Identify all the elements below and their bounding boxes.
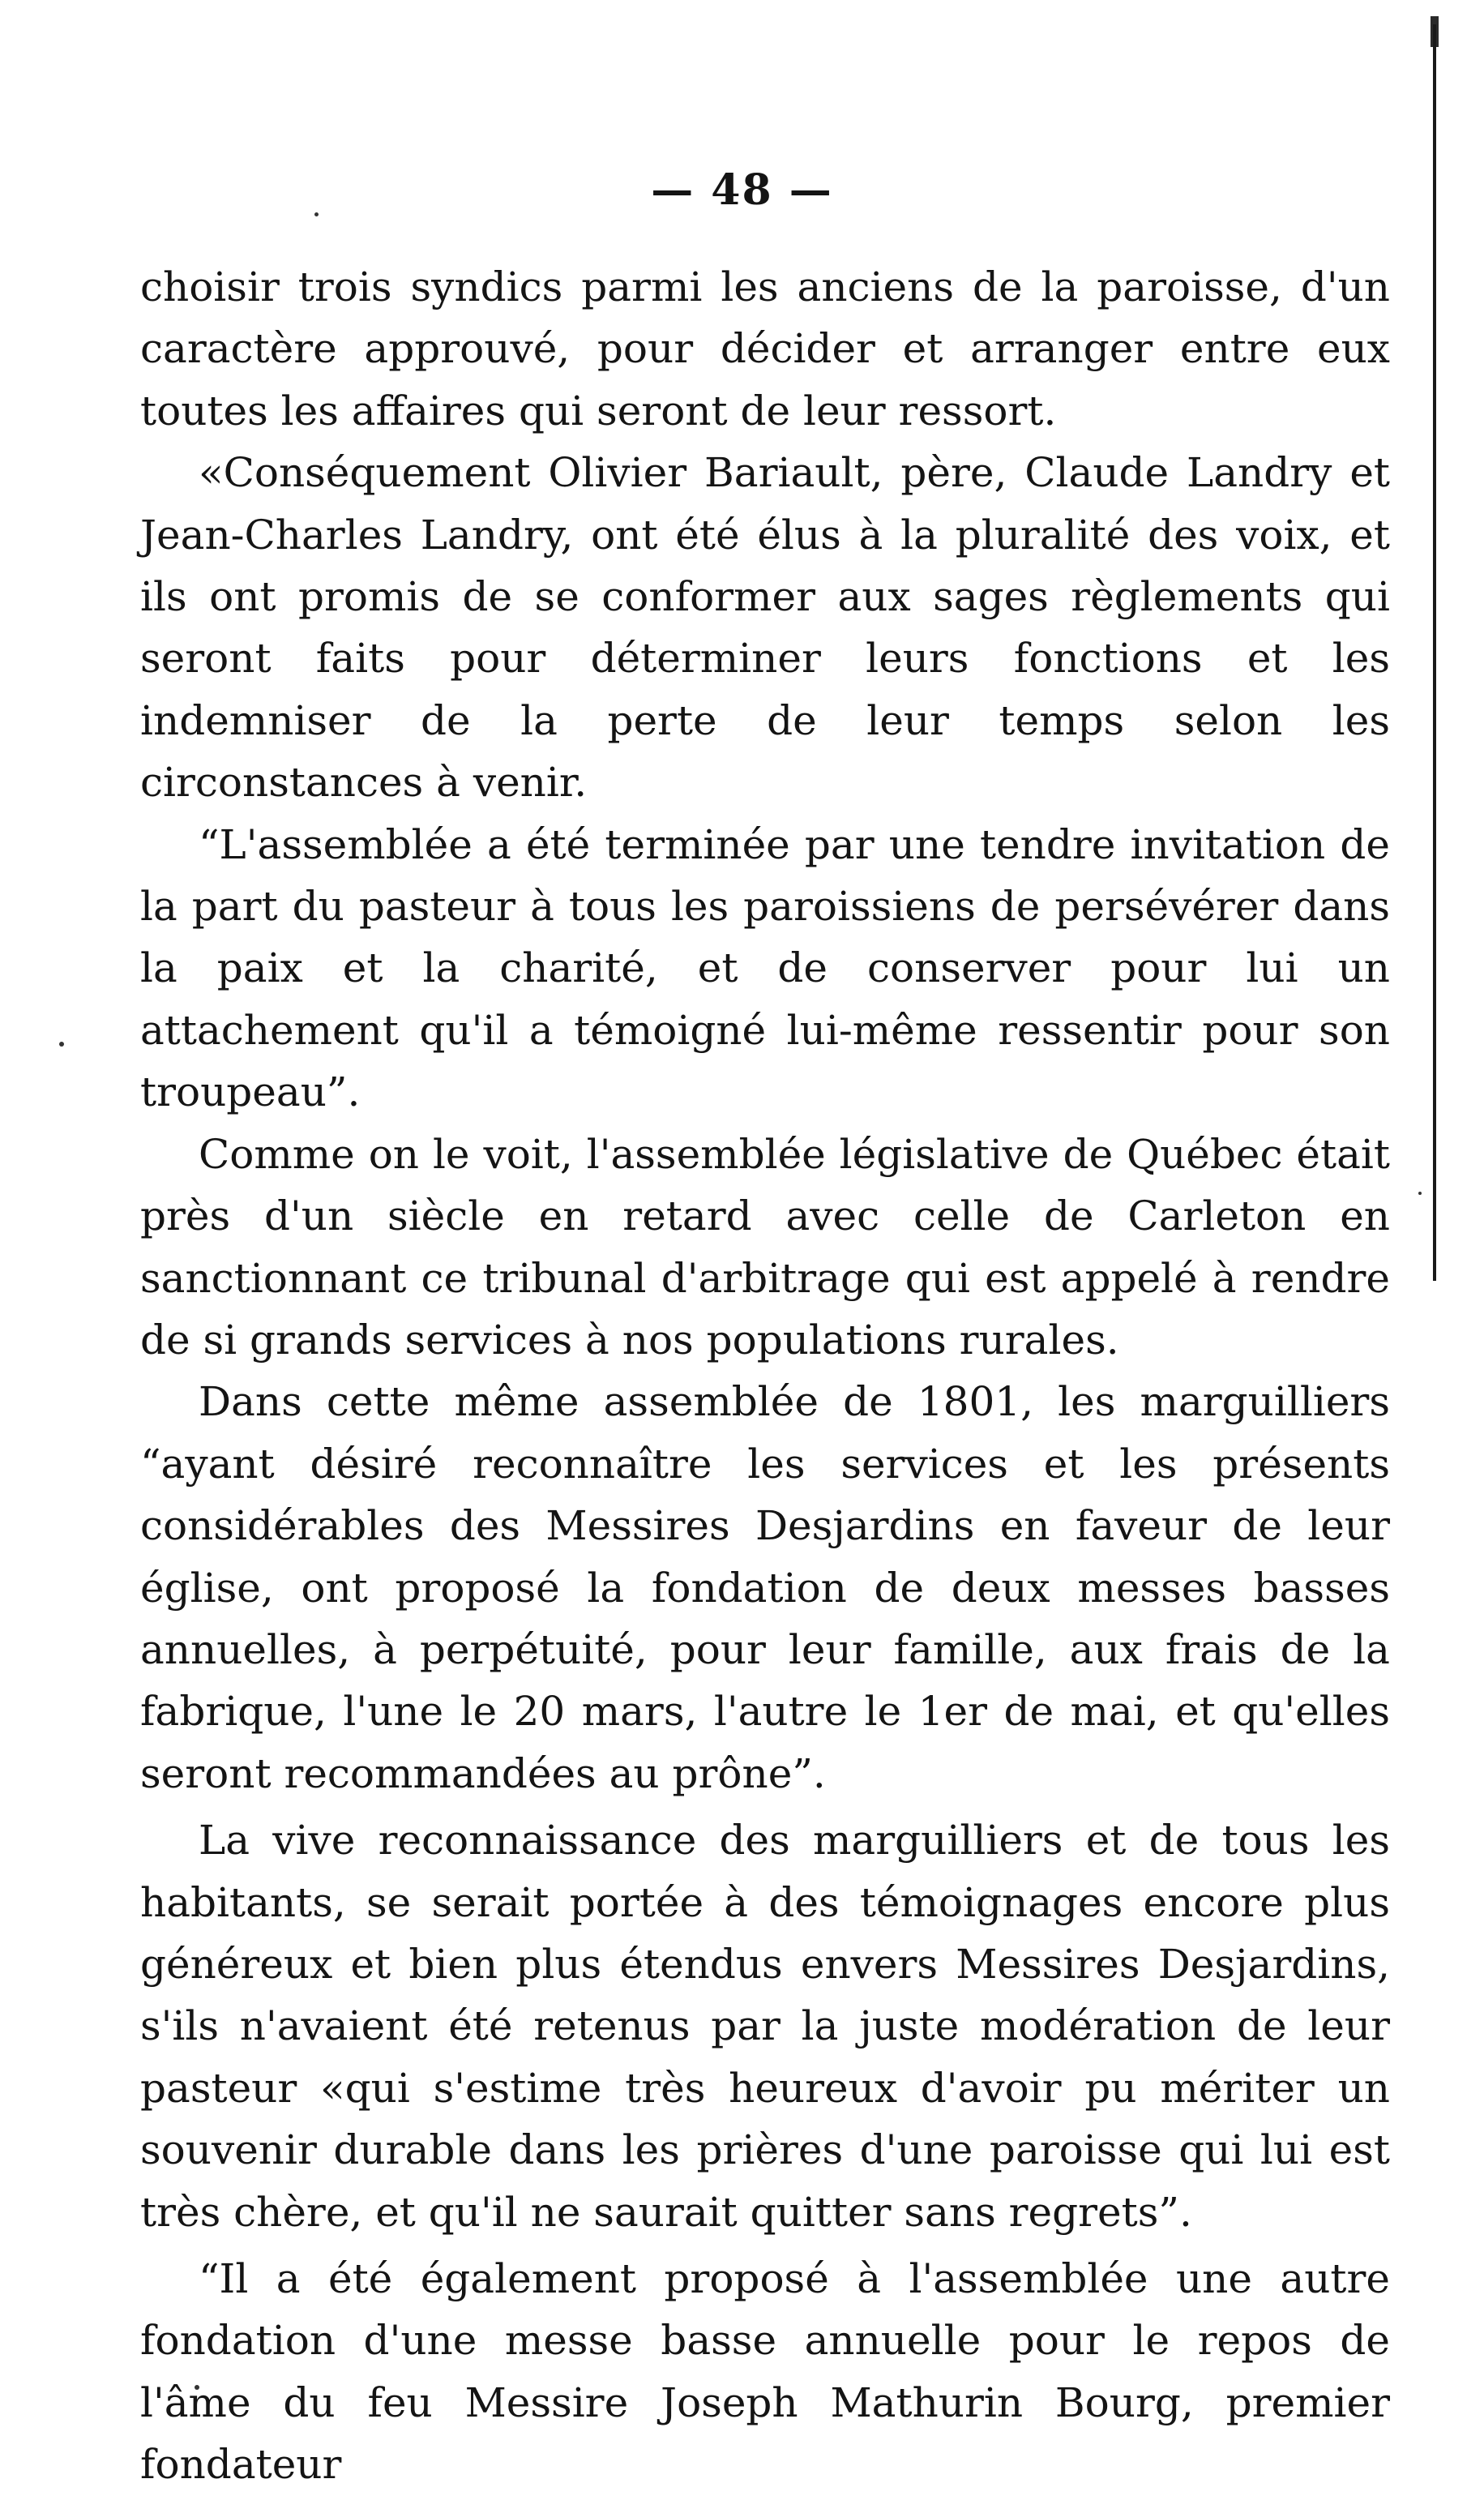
paragraph: Dans cette même assemblée de 1801, les marguilliers “ayant désiré reconnaître les services et les présents considérables des Messires Desjardins en faveur de leur église, ont proposé la fondation de deux messes basses annuelles, à perpétuité, pour leur famille, aux frais de la fabrique, l'une le 20 mars, l'autre le 1er de mai, et qu'elles seront recommandées au prône”. xyxy=(140,1378,1390,1797)
paragraph: Comme on le voit, l'assemblée législative de Québec était près d'un siècle en retard avec celle de Carleton en sanctionnant ce tribunal d'arbitrage qui est appelé à rendre de si grands services à nos populations rurales. xyxy=(140,1130,1390,1364)
scan-speck xyxy=(59,1042,64,1047)
paragraph: “Il a été également proposé à l'assemblée une autre fondation d'une messe basse annuelle pour le repos de l'âme du feu Messire Joseph Mathurin Bourg, premier fondateur xyxy=(140,2255,1390,2489)
paragraph: «Conséquement Olivier Bariault, père, Claude Landry et Jean-Charles Landry, ont été élus à la pluralité des voix, et ils ont promis de se conformer aux sages règlements qui seront faits pour déterminer leurs fonctions et les indemniser de la perte de leur temps selon les circonstances à venir. xyxy=(140,449,1390,807)
body-text xyxy=(140,256,1390,2496)
paragraph: La vive reconnaissance des marguilliers et de tous les habitants, se serait portée à des témoignages encore plus généreux et bien plus étendus envers Messires Desjardins, s'ils n'avaient été retenus par la juste modération de leur pasteur «qui s'estime très heureux d'avoir pu mériter un souvenir durable dans les prières d'une paroisse qui lui est très chère, et qu'il ne saurait quitter sans regrets”. xyxy=(140,1817,1390,2236)
scan-speck xyxy=(1418,1192,1422,1195)
page-number: — 48 — xyxy=(651,165,833,215)
paragraph: “L'assemblée a été terminée par une tendre invitation de la part du pasteur à tous les paroissiens de persévérer dans la paix et la charité, et de conserver pour lui un attachement qu'il a témoigné lui-même ressentir pour son troupeau”. xyxy=(140,820,1390,1116)
paragraph: choisir trois syndics parmi les anciens de la paroisse, d'un caractère approuvé, pour décider et arranger entre eux toutes les affaires qui seront de leur ressort. xyxy=(140,263,1390,435)
